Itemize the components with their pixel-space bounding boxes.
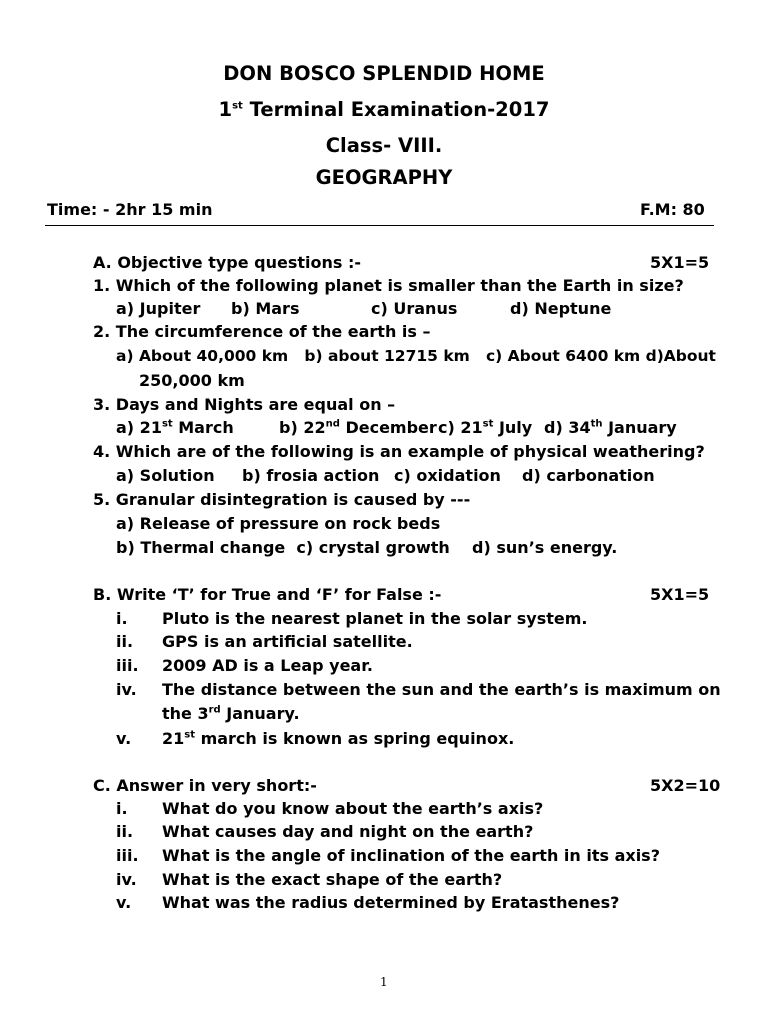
question-4: 4. Which are of the following is an example of physical weathering? <box>93 442 705 461</box>
c-item-text: What was the radius determined by Eratasthenes? <box>162 893 620 912</box>
school-name: DON BOSCO SPLENDID HOME <box>223 62 545 85</box>
q4-option-b: b) frosia action <box>242 466 380 485</box>
q1-option-c: c) Uranus <box>371 299 458 318</box>
q5-options-bcd: b) Thermal change c) crystal growth d) sun’s energy. <box>116 538 618 557</box>
q3-option-b: b) 22nd December <box>279 418 437 437</box>
page-number: 1 <box>380 975 388 989</box>
c-item-number: ii. <box>116 822 134 841</box>
q4-option-d: d) carbonation <box>522 466 655 485</box>
exam-title: 1st Terminal Examination-2017 <box>218 98 550 121</box>
subject-title: GEOGRAPHY <box>315 166 453 189</box>
b-item-number: v. <box>116 729 132 748</box>
question-2: 2. The circumference of the earth is – <box>93 322 431 341</box>
b-item-text: 21st march is known as spring equinox. <box>162 729 515 748</box>
c-item-text: What causes day and night on the earth? <box>162 822 534 841</box>
header-divider <box>45 225 714 226</box>
question-1: 1. Which of the following planet is smaller than the Earth in size? <box>93 276 684 295</box>
q3-option-d: d) 34th January <box>544 418 677 437</box>
section-b-marks: 5X1=5 <box>650 585 710 604</box>
b-item-text: GPS is an artificial satellite. <box>162 632 413 651</box>
section-a-heading: A. Objective type questions :- <box>93 253 362 272</box>
q1-option-b: b) Mars <box>231 299 300 318</box>
c-item-number: i. <box>116 799 128 818</box>
q2-options-line1: a) About 40,000 km b) about 12715 km c) About 6400 km d)About <box>116 347 716 365</box>
b-item-text: Pluto is the nearest planet in the solar system. <box>162 609 588 628</box>
section-a-marks: 5X1=5 <box>650 253 710 272</box>
q2-options-line2: 250,000 km <box>139 371 245 390</box>
full-marks-label: F.M: 80 <box>640 200 705 219</box>
question-3: 3. Days and Nights are equal on – <box>93 395 396 414</box>
c-item-number: iii. <box>116 846 139 865</box>
b-item-number: iii. <box>116 656 139 675</box>
c-item-text: What is the exact shape of the earth? <box>162 870 503 889</box>
q4-option-a: a) Solution <box>116 466 215 485</box>
c-item-number: v. <box>116 893 132 912</box>
section-c-heading: C. Answer in very short:- <box>93 776 317 795</box>
q3-option-c: c) 21st July <box>438 418 533 437</box>
section-b-heading: B. Write ‘T’ for True and ‘F’ for False :- <box>93 585 442 604</box>
b-item-text-continued: the 3rd January. <box>162 704 300 723</box>
time-label: Time: - 2hr 15 min <box>47 200 213 219</box>
c-item-text: What do you know about the earth’s axis? <box>162 799 544 818</box>
q3-option-a: a) 21st March <box>116 418 234 437</box>
section-c-marks: 5X2=10 <box>650 776 721 795</box>
question-5: 5. Granular disintegration is caused by --- <box>93 490 471 509</box>
q4-option-c: c) oxidation <box>394 466 501 485</box>
class-label: Class- VIII. <box>325 134 443 157</box>
b-item-number: iv. <box>116 680 137 699</box>
b-item-number: i. <box>116 609 128 628</box>
b-item-text: The distance between the sun and the earth’s is maximum on <box>162 680 721 699</box>
q1-option-a: a) Jupiter <box>116 299 201 318</box>
c-item-number: iv. <box>116 870 137 889</box>
q1-option-d: d) Neptune <box>510 299 612 318</box>
c-item-text: What is the angle of inclination of the earth in its axis? <box>162 846 660 865</box>
b-item-number: ii. <box>116 632 134 651</box>
q5-option-a: a) Release of pressure on rock beds <box>116 514 441 533</box>
b-item-text: 2009 AD is a Leap year. <box>162 656 373 675</box>
